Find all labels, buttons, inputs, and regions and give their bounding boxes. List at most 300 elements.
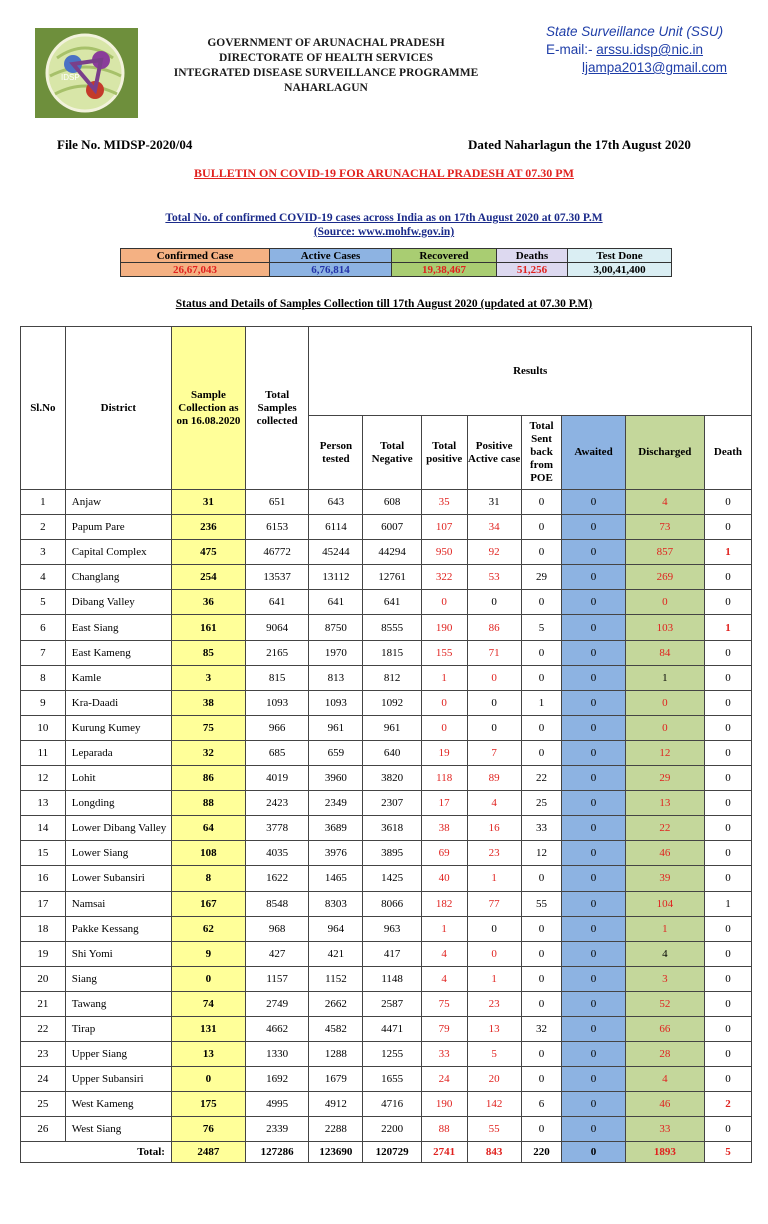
cell-death: 0 bbox=[704, 1016, 751, 1041]
date-line: Dated Naharlagun the 17th August 2020 bbox=[468, 137, 691, 152]
cell-district: Capital Complex bbox=[65, 540, 171, 565]
cell-discharged: 46 bbox=[625, 841, 704, 866]
cell-awaited: 0 bbox=[562, 766, 626, 791]
cell-positive-active: 0 bbox=[467, 665, 521, 690]
cell-awaited: 0 bbox=[562, 590, 626, 615]
cell-discharged: 0 bbox=[625, 690, 704, 715]
cell-sent-back: 6 bbox=[521, 1092, 562, 1117]
cell-total-negative: 12761 bbox=[363, 565, 421, 590]
cell-slno: 16 bbox=[21, 866, 66, 891]
india-header-deaths: Deaths bbox=[497, 249, 568, 263]
cell-sent-back: 25 bbox=[521, 791, 562, 816]
cell-total-samples: 4035 bbox=[245, 841, 309, 866]
cell-total-samples: 1093 bbox=[245, 690, 309, 715]
cell-discharged: 0 bbox=[625, 715, 704, 740]
cell-sent-back: 55 bbox=[521, 891, 562, 916]
table-row bbox=[21, 640, 752, 665]
cell-sample-collection: 131 bbox=[171, 1016, 245, 1041]
col-header-positive-active: Positive Active case bbox=[467, 416, 521, 490]
cell-awaited: 0 bbox=[562, 490, 626, 515]
cell-death: 1 bbox=[704, 540, 751, 565]
cell-district: Namsai bbox=[65, 891, 171, 916]
district-rows bbox=[21, 490, 752, 1142]
cell-person-tested: 2349 bbox=[309, 791, 363, 816]
cell-total-samples: 1330 bbox=[245, 1042, 309, 1067]
india-title-text: Total No. of confirmed COVID-19 cases across India as on 17th August 2020 at 07.30 P.M bbox=[165, 212, 603, 224]
district-status-table bbox=[20, 326, 752, 1163]
cell-death: 0 bbox=[704, 941, 751, 966]
cell-discharged: 28 bbox=[625, 1042, 704, 1067]
cell-discharged: 13 bbox=[625, 791, 704, 816]
file-number: File No. MIDSP-2020/04 bbox=[57, 137, 193, 152]
cell-total-positive: 75 bbox=[421, 991, 467, 1016]
cell-awaited: 0 bbox=[562, 1016, 626, 1041]
cell-discharged: 84 bbox=[625, 640, 704, 665]
cell-slno: 8 bbox=[21, 665, 66, 690]
cell-sample-collection: 36 bbox=[171, 590, 245, 615]
cell-total-positive: 118 bbox=[421, 766, 467, 791]
cell-death: 0 bbox=[704, 740, 751, 765]
header-line-programme: INTEGRATED DISEASE SURVEILLANCE PROGRAMME bbox=[173, 67, 479, 79]
cell-district: Papum Pare bbox=[65, 515, 171, 540]
cell-discharged: 66 bbox=[625, 1016, 704, 1041]
col-header-total-negative: Total Negative bbox=[363, 416, 421, 490]
cell-discharged: 39 bbox=[625, 866, 704, 891]
cell-sent-back: 0 bbox=[521, 590, 562, 615]
cell-district: East Siang bbox=[65, 615, 171, 640]
table-row bbox=[21, 966, 752, 991]
cell-person-tested: 643 bbox=[309, 490, 363, 515]
cell-total-negative: 1425 bbox=[363, 866, 421, 891]
total-positive: 2741 bbox=[421, 1142, 467, 1163]
cell-discharged: 0 bbox=[625, 590, 704, 615]
cell-total-samples: 13537 bbox=[245, 565, 309, 590]
cell-total-positive: 950 bbox=[421, 540, 467, 565]
cell-total-samples: 46772 bbox=[245, 540, 309, 565]
cell-person-tested: 1970 bbox=[309, 640, 363, 665]
cell-total-negative: 1148 bbox=[363, 966, 421, 991]
table-row bbox=[21, 740, 752, 765]
cell-positive-active: 0 bbox=[467, 941, 521, 966]
cell-death: 1 bbox=[704, 615, 751, 640]
cell-person-tested: 1288 bbox=[309, 1042, 363, 1067]
cell-district: Kra-Daadi bbox=[65, 690, 171, 715]
bulletin-title: BULLETIN ON COVID-19 FOR ARUNACHAL PRADESH AT 07.30 PM bbox=[194, 166, 574, 180]
table-row bbox=[21, 841, 752, 866]
cell-total-samples: 427 bbox=[245, 941, 309, 966]
cell-awaited: 0 bbox=[562, 1042, 626, 1067]
col-header-awaited: Awaited bbox=[562, 416, 626, 490]
cell-total-samples: 2165 bbox=[245, 640, 309, 665]
table-row bbox=[21, 791, 752, 816]
cell-district: Anjaw bbox=[65, 490, 171, 515]
cell-awaited: 0 bbox=[562, 715, 626, 740]
col-header-sent-back: Total Sent back from POE bbox=[521, 416, 562, 490]
idsp-globe-icon bbox=[35, 28, 138, 118]
cell-slno: 21 bbox=[21, 991, 66, 1016]
cell-sent-back: 12 bbox=[521, 841, 562, 866]
cell-discharged: 73 bbox=[625, 515, 704, 540]
cell-death: 0 bbox=[704, 916, 751, 941]
cell-discharged: 1 bbox=[625, 916, 704, 941]
india-header-recovered: Recovered bbox=[392, 249, 497, 263]
cell-total-samples: 4662 bbox=[245, 1016, 309, 1041]
cell-discharged: 4 bbox=[625, 1067, 704, 1092]
cell-sent-back: 0 bbox=[521, 916, 562, 941]
cell-district: East Kameng bbox=[65, 640, 171, 665]
cell-slno: 14 bbox=[21, 816, 66, 841]
col-header-total-samples: Total Samples collected bbox=[245, 327, 309, 490]
col-header-district: District bbox=[65, 327, 171, 490]
cell-discharged: 857 bbox=[625, 540, 704, 565]
india-header-tests: Test Done bbox=[568, 249, 672, 263]
cell-total-negative: 8066 bbox=[363, 891, 421, 916]
cell-awaited: 0 bbox=[562, 690, 626, 715]
cell-slno: 6 bbox=[21, 615, 66, 640]
cell-sample-collection: 13 bbox=[171, 1042, 245, 1067]
cell-awaited: 0 bbox=[562, 891, 626, 916]
total-death: 5 bbox=[704, 1142, 751, 1163]
cell-sent-back: 5 bbox=[521, 615, 562, 640]
cell-death: 0 bbox=[704, 816, 751, 841]
cell-total-positive: 4 bbox=[421, 966, 467, 991]
cell-positive-active: 5 bbox=[467, 1042, 521, 1067]
ssu-contact bbox=[546, 23, 727, 77]
svg-text:IDSP: IDSP bbox=[61, 73, 80, 82]
cell-total-samples: 3778 bbox=[245, 816, 309, 841]
cell-person-tested: 2288 bbox=[309, 1117, 363, 1142]
cell-total-samples: 685 bbox=[245, 740, 309, 765]
cell-death: 0 bbox=[704, 715, 751, 740]
cell-district: Siang bbox=[65, 966, 171, 991]
total-sent-back: 220 bbox=[521, 1142, 562, 1163]
cell-total-positive: 69 bbox=[421, 841, 467, 866]
col-header-sample-collection: Sample Collection as on 16.08.2020 bbox=[171, 327, 245, 490]
cell-slno: 19 bbox=[21, 941, 66, 966]
cell-person-tested: 8303 bbox=[309, 891, 363, 916]
cell-total-negative: 8555 bbox=[363, 615, 421, 640]
cell-total-negative: 3895 bbox=[363, 841, 421, 866]
cell-positive-active: 23 bbox=[467, 991, 521, 1016]
table-row bbox=[21, 1117, 752, 1142]
table-row bbox=[21, 941, 752, 966]
cell-death: 0 bbox=[704, 690, 751, 715]
status-table-title: Status and Details of Samples Collection till 17th August 2020 (updated at 07.30 P.M) bbox=[175, 298, 593, 310]
cell-sample-collection: 0 bbox=[171, 1067, 245, 1092]
col-header-total-positive: Total positive bbox=[421, 416, 467, 490]
cell-sent-back: 0 bbox=[521, 866, 562, 891]
cell-sample-collection: 175 bbox=[171, 1092, 245, 1117]
cell-district: Lower Dibang Valley bbox=[65, 816, 171, 841]
cell-slno: 3 bbox=[21, 540, 66, 565]
cell-district: Kamle bbox=[65, 665, 171, 690]
cell-positive-active: 92 bbox=[467, 540, 521, 565]
col-header-discharged: Discharged bbox=[625, 416, 704, 490]
header-organization bbox=[150, 36, 502, 96]
ssu-title: State Surveillance Unit (SSU) bbox=[546, 24, 724, 39]
cell-awaited: 0 bbox=[562, 740, 626, 765]
cell-slno: 9 bbox=[21, 690, 66, 715]
cell-death: 0 bbox=[704, 565, 751, 590]
cell-sent-back: 0 bbox=[521, 515, 562, 540]
cell-death: 0 bbox=[704, 991, 751, 1016]
cell-sample-collection: 108 bbox=[171, 841, 245, 866]
cell-death: 0 bbox=[704, 590, 751, 615]
cell-slno: 1 bbox=[21, 490, 66, 515]
cell-slno: 11 bbox=[21, 740, 66, 765]
total-awaited: 0 bbox=[562, 1142, 626, 1163]
cell-death: 0 bbox=[704, 766, 751, 791]
cell-person-tested: 3960 bbox=[309, 766, 363, 791]
cell-sent-back: 0 bbox=[521, 941, 562, 966]
cell-discharged: 46 bbox=[625, 1092, 704, 1117]
cell-discharged: 104 bbox=[625, 891, 704, 916]
cell-district: West Siang bbox=[65, 1117, 171, 1142]
table-row bbox=[21, 766, 752, 791]
cell-slno: 25 bbox=[21, 1092, 66, 1117]
cell-total-samples: 2423 bbox=[245, 791, 309, 816]
cell-sample-collection: 3 bbox=[171, 665, 245, 690]
cell-sent-back: 0 bbox=[521, 490, 562, 515]
cell-slno: 17 bbox=[21, 891, 66, 916]
cell-discharged: 269 bbox=[625, 565, 704, 590]
cell-total-negative: 963 bbox=[363, 916, 421, 941]
cell-sample-collection: 86 bbox=[171, 766, 245, 791]
cell-total-positive: 182 bbox=[421, 891, 467, 916]
cell-total-samples: 4995 bbox=[245, 1092, 309, 1117]
cell-sent-back: 0 bbox=[521, 966, 562, 991]
cell-positive-active: 71 bbox=[467, 640, 521, 665]
cell-sample-collection: 75 bbox=[171, 715, 245, 740]
cell-positive-active: 4 bbox=[467, 791, 521, 816]
cell-positive-active: 13 bbox=[467, 1016, 521, 1041]
cell-total-positive: 35 bbox=[421, 490, 467, 515]
india-value-tests: 3,00,41,400 bbox=[568, 263, 672, 277]
table-row bbox=[21, 991, 752, 1016]
cell-awaited: 0 bbox=[562, 791, 626, 816]
table-row bbox=[21, 515, 752, 540]
cell-positive-active: 16 bbox=[467, 816, 521, 841]
cell-discharged: 22 bbox=[625, 816, 704, 841]
table-row bbox=[21, 565, 752, 590]
cell-total-negative: 2587 bbox=[363, 991, 421, 1016]
cell-positive-active: 55 bbox=[467, 1117, 521, 1142]
cell-positive-active: 53 bbox=[467, 565, 521, 590]
cell-person-tested: 659 bbox=[309, 740, 363, 765]
cell-sent-back: 0 bbox=[521, 715, 562, 740]
cell-person-tested: 4582 bbox=[309, 1016, 363, 1041]
cell-awaited: 0 bbox=[562, 640, 626, 665]
cell-person-tested: 421 bbox=[309, 941, 363, 966]
cell-sent-back: 32 bbox=[521, 1016, 562, 1041]
cell-total-positive: 0 bbox=[421, 690, 467, 715]
cell-positive-active: 0 bbox=[467, 916, 521, 941]
cell-district: Tawang bbox=[65, 991, 171, 1016]
table-row bbox=[21, 715, 752, 740]
india-value-deaths: 51,256 bbox=[497, 263, 568, 277]
cell-person-tested: 13112 bbox=[309, 565, 363, 590]
cell-person-tested: 964 bbox=[309, 916, 363, 941]
cell-total-negative: 2200 bbox=[363, 1117, 421, 1142]
cell-death: 0 bbox=[704, 841, 751, 866]
cell-slno: 5 bbox=[21, 590, 66, 615]
cell-slno: 10 bbox=[21, 715, 66, 740]
cell-sent-back: 0 bbox=[521, 1117, 562, 1142]
cell-slno: 24 bbox=[21, 1067, 66, 1092]
table-row bbox=[21, 1067, 752, 1092]
cell-total-negative: 2307 bbox=[363, 791, 421, 816]
cell-death: 0 bbox=[704, 640, 751, 665]
cell-sent-back: 0 bbox=[521, 540, 562, 565]
india-header-confirmed: Confirmed Case bbox=[121, 249, 270, 263]
idsp-logo bbox=[35, 28, 138, 118]
table-row bbox=[21, 540, 752, 565]
email-link-1[interactable]: arssu.idsp@nic.in bbox=[596, 42, 704, 57]
cell-district: Pakke Kessang bbox=[65, 916, 171, 941]
cell-positive-active: 0 bbox=[467, 690, 521, 715]
cell-death: 2 bbox=[704, 1092, 751, 1117]
cell-total-negative: 3820 bbox=[363, 766, 421, 791]
cell-total-positive: 79 bbox=[421, 1016, 467, 1041]
cell-total-samples: 641 bbox=[245, 590, 309, 615]
cell-sent-back: 1 bbox=[521, 690, 562, 715]
cell-discharged: 33 bbox=[625, 1117, 704, 1142]
cell-sample-collection: 62 bbox=[171, 916, 245, 941]
cell-total-samples: 1692 bbox=[245, 1067, 309, 1092]
cell-total-negative: 812 bbox=[363, 665, 421, 690]
cell-total-positive: 190 bbox=[421, 615, 467, 640]
cell-total-samples: 2749 bbox=[245, 991, 309, 1016]
cell-death: 0 bbox=[704, 791, 751, 816]
table-row bbox=[21, 490, 752, 515]
table-row bbox=[21, 816, 752, 841]
cell-total-positive: 0 bbox=[421, 715, 467, 740]
cell-awaited: 0 bbox=[562, 841, 626, 866]
cell-total-positive: 24 bbox=[421, 1067, 467, 1092]
totals-row bbox=[21, 1142, 752, 1163]
cell-total-samples: 815 bbox=[245, 665, 309, 690]
table-row bbox=[21, 690, 752, 715]
cell-awaited: 0 bbox=[562, 916, 626, 941]
table-row bbox=[21, 615, 752, 640]
cell-sent-back: 29 bbox=[521, 565, 562, 590]
cell-death: 0 bbox=[704, 490, 751, 515]
cell-positive-active: 142 bbox=[467, 1092, 521, 1117]
cell-positive-active: 34 bbox=[467, 515, 521, 540]
email-link-2[interactable]: ljampa2013@gmail.com bbox=[582, 60, 728, 75]
table-row bbox=[21, 1042, 752, 1067]
cell-sent-back: 0 bbox=[521, 1067, 562, 1092]
cell-total-negative: 640 bbox=[363, 740, 421, 765]
india-value-confirmed: 26,67,043 bbox=[121, 263, 270, 277]
cell-discharged: 103 bbox=[625, 615, 704, 640]
cell-person-tested: 45244 bbox=[309, 540, 363, 565]
india-header-active: Active Cases bbox=[270, 249, 392, 263]
cell-total-negative: 4716 bbox=[363, 1092, 421, 1117]
cell-death: 0 bbox=[704, 515, 751, 540]
cell-sent-back: 0 bbox=[521, 991, 562, 1016]
col-header-death: Death bbox=[704, 416, 751, 490]
cell-person-tested: 2662 bbox=[309, 991, 363, 1016]
cell-total-negative: 6007 bbox=[363, 515, 421, 540]
cell-total-samples: 9064 bbox=[245, 615, 309, 640]
cell-district: Changlang bbox=[65, 565, 171, 590]
cell-total-samples: 1157 bbox=[245, 966, 309, 991]
cell-sample-collection: 64 bbox=[171, 816, 245, 841]
cell-positive-active: 1 bbox=[467, 866, 521, 891]
cell-sample-collection: 31 bbox=[171, 490, 245, 515]
cell-death: 0 bbox=[704, 665, 751, 690]
header-line-location: NAHARLAGUN bbox=[284, 82, 368, 94]
total-samples-collected: 127286 bbox=[245, 1142, 309, 1163]
cell-sample-collection: 161 bbox=[171, 615, 245, 640]
cell-awaited: 0 bbox=[562, 941, 626, 966]
cell-positive-active: 20 bbox=[467, 1067, 521, 1092]
cell-discharged: 3 bbox=[625, 966, 704, 991]
cell-awaited: 0 bbox=[562, 540, 626, 565]
cell-total-positive: 107 bbox=[421, 515, 467, 540]
cell-sent-back: 0 bbox=[521, 1042, 562, 1067]
cell-total-positive: 17 bbox=[421, 791, 467, 816]
cell-person-tested: 961 bbox=[309, 715, 363, 740]
cell-total-positive: 38 bbox=[421, 816, 467, 841]
cell-total-samples: 968 bbox=[245, 916, 309, 941]
total-sample-collection: 2487 bbox=[171, 1142, 245, 1163]
india-summary-title bbox=[0, 211, 768, 239]
cell-total-negative: 1815 bbox=[363, 640, 421, 665]
cell-awaited: 0 bbox=[562, 1117, 626, 1142]
cell-sent-back: 33 bbox=[521, 816, 562, 841]
cell-sent-back: 0 bbox=[521, 665, 562, 690]
cell-awaited: 0 bbox=[562, 665, 626, 690]
cell-district: Kurung Kumey bbox=[65, 715, 171, 740]
table-row bbox=[21, 891, 752, 916]
cell-awaited: 0 bbox=[562, 866, 626, 891]
table-row bbox=[21, 866, 752, 891]
cell-slno: 12 bbox=[21, 766, 66, 791]
cell-positive-active: 0 bbox=[467, 590, 521, 615]
cell-slno: 4 bbox=[21, 565, 66, 590]
cell-person-tested: 3976 bbox=[309, 841, 363, 866]
cell-total-samples: 2339 bbox=[245, 1117, 309, 1142]
cell-total-positive: 40 bbox=[421, 866, 467, 891]
cell-slno: 7 bbox=[21, 640, 66, 665]
cell-positive-active: 0 bbox=[467, 715, 521, 740]
totals-label: Total: bbox=[21, 1142, 172, 1163]
cell-sample-collection: 167 bbox=[171, 891, 245, 916]
header-line-directorate: DIRECTORATE OF HEALTH SERVICES bbox=[218, 52, 433, 64]
cell-person-tested: 6114 bbox=[309, 515, 363, 540]
total-person-tested: 123690 bbox=[309, 1142, 363, 1163]
cell-total-negative: 608 bbox=[363, 490, 421, 515]
cell-total-samples: 6153 bbox=[245, 515, 309, 540]
cell-awaited: 0 bbox=[562, 615, 626, 640]
cell-awaited: 0 bbox=[562, 1067, 626, 1092]
cell-total-negative: 1092 bbox=[363, 690, 421, 715]
cell-total-negative: 961 bbox=[363, 715, 421, 740]
cell-sample-collection: 9 bbox=[171, 941, 245, 966]
cell-slno: 13 bbox=[21, 791, 66, 816]
cell-sample-collection: 38 bbox=[171, 690, 245, 715]
cell-positive-active: 31 bbox=[467, 490, 521, 515]
cell-total-negative: 1255 bbox=[363, 1042, 421, 1067]
cell-death: 0 bbox=[704, 1117, 751, 1142]
cell-sample-collection: 85 bbox=[171, 640, 245, 665]
cell-sample-collection: 254 bbox=[171, 565, 245, 590]
cell-total-samples: 1622 bbox=[245, 866, 309, 891]
cell-death: 0 bbox=[704, 866, 751, 891]
total-active: 843 bbox=[467, 1142, 521, 1163]
